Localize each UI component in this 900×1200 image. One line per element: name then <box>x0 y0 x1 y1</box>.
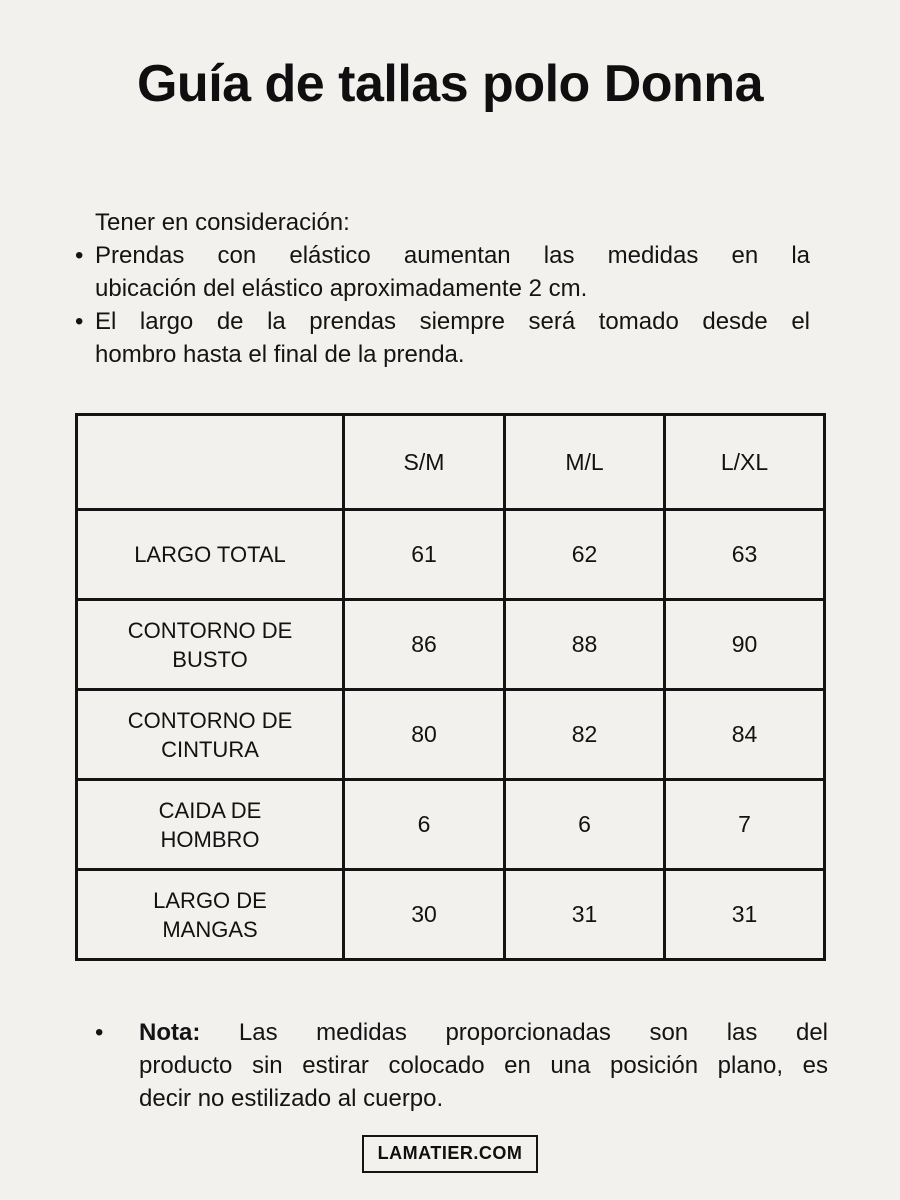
table-cell: 31 <box>505 870 665 960</box>
table-row <box>77 690 825 780</box>
table-cell: 90 <box>665 600 825 690</box>
table-row <box>77 600 825 690</box>
note-line: producto sin estirar colocado en una posición plano, es <box>139 1052 828 1079</box>
bullet-text-line: hombro hasta el final de la prenda. <box>95 341 465 368</box>
size-table <box>75 413 826 961</box>
bullet-text-line: ubicación del elástico aproximadamente 2 cm. <box>95 275 588 302</box>
table-header-empty <box>77 415 344 510</box>
table-cell: 31 <box>665 870 825 960</box>
bullet-text-line: Prendas con elástico aumentan las medidas en la <box>95 242 810 269</box>
bullet-text-line: El largo de la prendas siempre será tomado desde el <box>95 308 810 335</box>
table-header-row <box>77 415 825 510</box>
bullet-icon: • <box>75 308 84 335</box>
table-cell: 86 <box>344 600 505 690</box>
list-item <box>75 239 810 305</box>
note-line: decir no estilizado al cuerpo. <box>139 1085 444 1112</box>
note-label: Nota: <box>139 1019 201 1046</box>
size-table-container <box>75 413 826 961</box>
table-cell: 7 <box>665 780 825 870</box>
row-label-contorno-cintura: CONTORNO DE CINTURA <box>77 690 344 780</box>
list-item <box>75 305 810 371</box>
page-title: Guía de tallas polo Donna <box>136 55 764 113</box>
brand-box: LAMATIER.COM <box>362 1135 539 1173</box>
table-row <box>77 780 825 870</box>
table-header-lxl: L/XL <box>665 415 825 510</box>
row-label-largo-total: LARGO TOTAL <box>77 510 344 600</box>
note-text-line: Las medidas proporcionadas son las del <box>238 1019 828 1046</box>
table-header-sm: S/M <box>344 415 505 510</box>
considerations-heading: Tener en consideración: <box>95 209 350 236</box>
bullet-icon: • <box>75 242 84 269</box>
table-cell: 6 <box>505 780 665 870</box>
note-section <box>95 1016 828 1115</box>
table-cell: 80 <box>344 690 505 780</box>
table-row <box>77 510 825 600</box>
table-cell: 82 <box>505 690 665 780</box>
footer <box>0 1135 900 1173</box>
table-cell: 6 <box>344 780 505 870</box>
bullet-icon: • <box>95 1019 104 1046</box>
considerations-section <box>75 206 810 371</box>
row-label-contorno-busto: CONTORNO DE BUSTO <box>77 600 344 690</box>
table-cell: 61 <box>344 510 505 600</box>
table-row <box>77 870 825 960</box>
row-label-caida-hombro: CAIDA DE HOMBRO <box>77 780 344 870</box>
table-cell: 62 <box>505 510 665 600</box>
table-cell: 63 <box>665 510 825 600</box>
row-label-largo-mangas: LARGO DE MANGAS <box>77 870 344 960</box>
table-cell: 88 <box>505 600 665 690</box>
table-cell: 84 <box>665 690 825 780</box>
table-header-ml: M/L <box>505 415 665 510</box>
table-cell: 30 <box>344 870 505 960</box>
note-body <box>115 1016 828 1115</box>
note-line <box>139 1016 828 1049</box>
